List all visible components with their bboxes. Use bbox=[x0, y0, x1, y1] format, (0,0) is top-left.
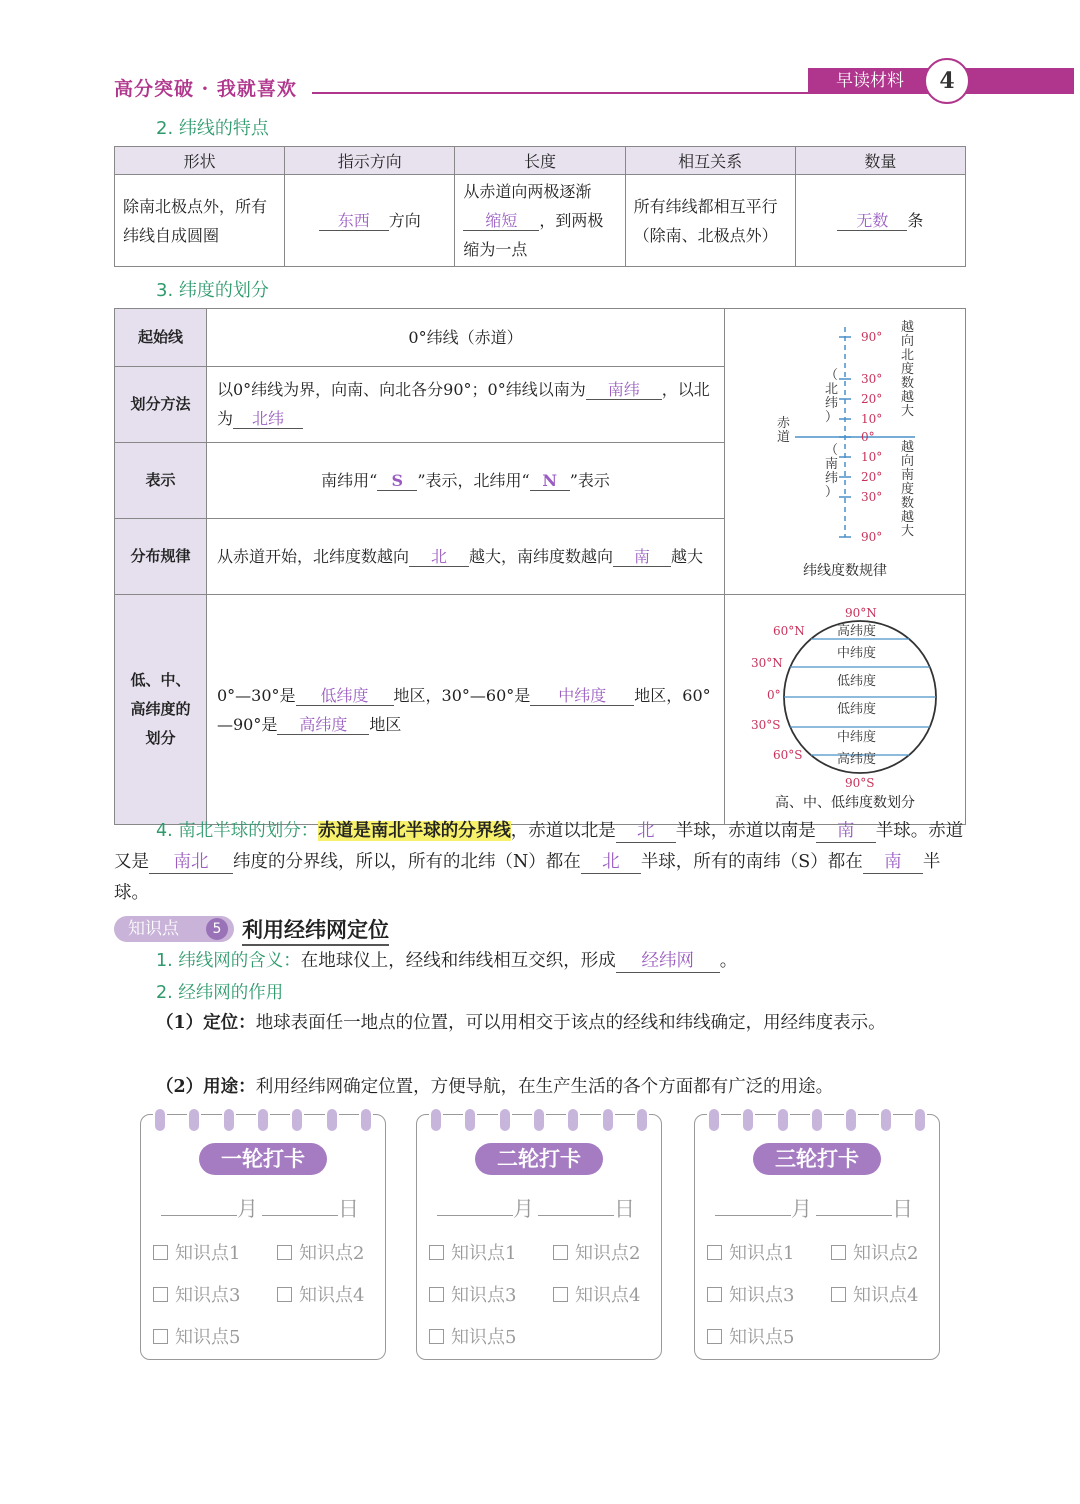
checkbox-icon[interactable] bbox=[153, 1329, 168, 1344]
answer-blank: 南 bbox=[863, 852, 923, 874]
latitude-label: 30°S bbox=[751, 718, 781, 732]
para-text: 地球表面任一地点的位置，可以用相交于该点的经线和纬线确定，用经纬度表示。 bbox=[255, 1013, 886, 1033]
ring-icon bbox=[429, 1107, 443, 1133]
cell-text: 从赤道向两极逐渐 bbox=[463, 182, 592, 201]
checkbox-icon[interactable] bbox=[277, 1287, 292, 1302]
ring-icon bbox=[325, 1107, 339, 1133]
checklist-label: 知识点1 bbox=[729, 1243, 795, 1264]
latitude-label: 0° bbox=[767, 688, 781, 702]
cell-text: 地区，30°—60°是 bbox=[393, 685, 531, 705]
answer-blank: 东西 bbox=[319, 211, 389, 231]
tick-label: 90° bbox=[861, 530, 883, 544]
cell-shape: 除南北极点外，所有纬线自成圆圈 bbox=[115, 175, 285, 267]
answer-blank: 北 bbox=[581, 852, 641, 874]
checklist-item[interactable] bbox=[277, 1239, 364, 1265]
para-text: 半球。赤道又是 bbox=[114, 821, 964, 872]
answer-blank: 低纬度 bbox=[296, 686, 394, 706]
answer-blank: 南纬 bbox=[586, 380, 662, 400]
cell-text: ”表示，北纬用“ bbox=[417, 470, 530, 490]
knowledge-pill: 知识点 bbox=[114, 916, 234, 942]
tick-label: 10° bbox=[861, 450, 883, 464]
zone-band-label: 低纬度 bbox=[837, 674, 877, 689]
checklist-label: 知识点4 bbox=[853, 1285, 919, 1306]
ring-icon bbox=[913, 1107, 927, 1133]
zone-band-label: 高纬度 bbox=[837, 752, 877, 767]
row-label: 起始线 bbox=[115, 309, 207, 367]
zone-band-label: 低纬度 bbox=[837, 702, 877, 717]
checkbox-icon[interactable] bbox=[707, 1287, 722, 1302]
checklist-item[interactable] bbox=[429, 1281, 516, 1307]
checklist-label: 知识点2 bbox=[575, 1243, 641, 1264]
zone-band-label: 中纬度 bbox=[837, 730, 877, 745]
para-heading: （1）定位： bbox=[156, 1013, 256, 1033]
zones-cell bbox=[207, 595, 725, 825]
para-text: 在地球仪上，经线和纬线相互交织，形成 bbox=[300, 951, 616, 971]
day-label: 日 bbox=[338, 1197, 359, 1221]
month-label: 月 bbox=[237, 1197, 258, 1221]
checkin-card bbox=[694, 1114, 940, 1360]
row-label: 划分方法 bbox=[115, 366, 207, 442]
checklist-item[interactable] bbox=[153, 1281, 240, 1307]
notation-cell bbox=[207, 442, 725, 518]
cell-text: 越大 bbox=[671, 546, 704, 566]
answer-blank: 南北 bbox=[149, 852, 233, 874]
ring-icon bbox=[153, 1107, 167, 1133]
start-line-cell: 0°纬线（赤道） bbox=[207, 309, 725, 367]
answer-blank: 无数 bbox=[837, 211, 907, 231]
cell-count bbox=[795, 175, 965, 267]
answer-blank: S bbox=[377, 471, 417, 491]
day-label: 日 bbox=[614, 1197, 635, 1221]
card-title: 三轮打卡 bbox=[753, 1143, 881, 1175]
checklist-item[interactable] bbox=[277, 1281, 364, 1307]
ring-icon bbox=[187, 1107, 201, 1133]
series-title: 高分突破 · 我就喜欢 bbox=[114, 78, 297, 100]
north-note: 越向北度数越大 bbox=[901, 320, 915, 419]
knowledge-number: 5 bbox=[206, 918, 228, 940]
checklist-item[interactable] bbox=[553, 1281, 640, 1307]
card-title: 二轮打卡 bbox=[475, 1143, 603, 1175]
ring-icon bbox=[776, 1107, 790, 1133]
cell-text: ”表示 bbox=[569, 470, 610, 490]
tick-label: 0° bbox=[861, 430, 875, 444]
checklist-item[interactable] bbox=[831, 1281, 918, 1307]
cell-length bbox=[455, 175, 625, 267]
checkbox-icon[interactable] bbox=[831, 1245, 846, 1260]
checklist-label: 知识点4 bbox=[299, 1285, 365, 1306]
rule-cell bbox=[207, 518, 725, 594]
cell-text: 地区 bbox=[369, 714, 402, 734]
cell-text: ，以北为 bbox=[217, 380, 710, 429]
checklist-item[interactable] bbox=[707, 1323, 794, 1349]
north-label: （北纬） bbox=[825, 368, 839, 425]
cell-text: 0°—30°是 bbox=[217, 685, 296, 705]
latitude-zones-diagram bbox=[725, 595, 965, 815]
checkin-card bbox=[416, 1114, 662, 1360]
tick-label: 90° bbox=[861, 330, 883, 344]
para-text: 半球。 bbox=[114, 852, 941, 903]
knowledge-title: 利用经纬网定位 bbox=[242, 914, 389, 946]
checkbox-icon[interactable] bbox=[153, 1245, 168, 1260]
checklist-label: 知识点1 bbox=[175, 1243, 241, 1264]
checkbox-icon[interactable] bbox=[429, 1329, 444, 1344]
answer-blank: 缩短 bbox=[463, 211, 539, 231]
usage-paragraph bbox=[114, 1072, 966, 1103]
cell-text: 条 bbox=[907, 211, 924, 230]
south-label: （南纬） bbox=[825, 443, 839, 500]
checklist-label: 知识点3 bbox=[729, 1285, 795, 1306]
table-header: 相互关系 bbox=[625, 147, 795, 175]
highlight-text: 赤道是南北半球的分界线 bbox=[318, 821, 511, 841]
latitude-division-table bbox=[114, 308, 966, 825]
answer-blank: 北 bbox=[616, 821, 676, 843]
row-label: 表示 bbox=[115, 442, 207, 518]
figure-caption: 纬线度数规律 bbox=[803, 563, 887, 579]
south-note: 越向南度数越大 bbox=[901, 440, 915, 539]
date-field[interactable] bbox=[161, 1193, 359, 1223]
answer-blank: N bbox=[530, 471, 570, 491]
checklist-item[interactable] bbox=[553, 1239, 640, 1265]
cell-text: ，到两极缩为一点 bbox=[463, 211, 604, 259]
checkbox-icon[interactable] bbox=[553, 1287, 568, 1302]
checkin-card bbox=[140, 1114, 386, 1360]
grid-role-heading: 2. 经纬网的作用 bbox=[156, 983, 284, 1003]
answer-blank: 北 bbox=[409, 547, 469, 567]
ring-icon bbox=[707, 1107, 721, 1133]
checkbox-icon[interactable] bbox=[429, 1245, 444, 1260]
checkbox-icon[interactable] bbox=[831, 1287, 846, 1302]
tick-label: 30° bbox=[861, 372, 883, 386]
ring-icon bbox=[566, 1107, 580, 1133]
para-text: ，赤道以北是 bbox=[510, 821, 616, 841]
para-text: 纬度的分界线，所以，所有的北纬（N）都在 bbox=[233, 852, 581, 872]
header-tag: 早读材料 bbox=[808, 68, 1074, 94]
latitude-zones-figure bbox=[725, 595, 966, 825]
checkbox-icon[interactable] bbox=[277, 1245, 292, 1260]
checklist-item[interactable] bbox=[707, 1281, 794, 1307]
answer-blank: 高纬度 bbox=[277, 715, 369, 735]
latitude-label: 60°S bbox=[773, 748, 803, 762]
ring-icon bbox=[879, 1107, 893, 1133]
ring-icon bbox=[601, 1107, 615, 1133]
ring-icon bbox=[498, 1107, 512, 1133]
section-4-title: 4. 南北半球的划分： bbox=[156, 821, 319, 841]
cell-text: 从赤道开始，北纬度数越向 bbox=[217, 546, 410, 566]
latitude-degree-figure bbox=[725, 309, 966, 595]
checklist-label: 知识点1 bbox=[451, 1243, 517, 1264]
zone-band-label: 中纬度 bbox=[837, 646, 877, 661]
para-text: 半球，赤道以南是 bbox=[675, 821, 816, 841]
cell-text: 南纬用“ bbox=[321, 470, 378, 490]
ring-icon bbox=[222, 1107, 236, 1133]
checkbox-icon[interactable] bbox=[429, 1287, 444, 1302]
equator-label: 赤道 bbox=[777, 416, 791, 445]
checklist-label: 知识点5 bbox=[175, 1327, 241, 1348]
tick-label: 20° bbox=[861, 470, 883, 484]
ring-icon bbox=[741, 1107, 755, 1133]
pole-label: 90°S bbox=[845, 776, 875, 790]
para-text: 利用经纬网确定位置，方便导航，在生产生活的各个方面都有广泛的用途。 bbox=[255, 1077, 834, 1097]
ring-icon bbox=[290, 1107, 304, 1133]
checkbox-icon[interactable] bbox=[707, 1329, 722, 1344]
table-header: 长度 bbox=[455, 147, 625, 175]
date-field[interactable] bbox=[715, 1193, 913, 1223]
page-number: 4 bbox=[924, 58, 970, 104]
ring-icon bbox=[635, 1107, 649, 1133]
table-header: 形状 bbox=[115, 147, 285, 175]
answer-blank: 南 bbox=[613, 547, 671, 567]
checklist-item[interactable] bbox=[831, 1239, 918, 1265]
checklist-label: 知识点5 bbox=[451, 1327, 517, 1348]
answer-blank: 北纬 bbox=[233, 409, 303, 429]
day-label: 日 bbox=[892, 1197, 913, 1221]
checkbox-icon[interactable] bbox=[153, 1287, 168, 1302]
checklist-item[interactable] bbox=[707, 1239, 794, 1265]
ring-icon bbox=[810, 1107, 824, 1133]
checklist-item[interactable] bbox=[153, 1323, 240, 1349]
month-label: 月 bbox=[791, 1197, 812, 1221]
answer-blank: 中纬度 bbox=[530, 686, 634, 706]
cell-text: 以0°纬线为界，向南、向北各分90°；0°纬线以南为 bbox=[217, 380, 586, 400]
latitude-label: 60°N bbox=[773, 624, 805, 638]
ring-icon bbox=[532, 1107, 546, 1133]
checklist-label: 知识点3 bbox=[175, 1285, 241, 1306]
checklist-label: 知识点3 bbox=[451, 1285, 517, 1306]
checklist-item[interactable] bbox=[429, 1239, 516, 1265]
answer-blank: 经纬网 bbox=[616, 951, 720, 973]
cell-direction bbox=[285, 175, 455, 267]
binder-rings bbox=[153, 1107, 373, 1133]
table-header: 指示方向 bbox=[285, 147, 455, 175]
tick-label: 20° bbox=[861, 392, 883, 406]
table-header: 数量 bbox=[795, 147, 965, 175]
pole-label: 90°N bbox=[845, 606, 877, 620]
month-label: 月 bbox=[513, 1197, 534, 1221]
ring-icon bbox=[359, 1107, 373, 1133]
ring-icon bbox=[463, 1107, 477, 1133]
checklist-item[interactable] bbox=[429, 1323, 516, 1349]
cell-text: 地区，60°—90°是 bbox=[217, 685, 711, 734]
hemisphere-paragraph bbox=[114, 816, 966, 909]
checklist-item[interactable] bbox=[153, 1239, 240, 1265]
grid-meaning-paragraph bbox=[114, 946, 966, 977]
positioning-paragraph bbox=[114, 1008, 966, 1039]
row-label: 分布规律 bbox=[115, 518, 207, 594]
latitude-label: 30°N bbox=[751, 656, 783, 670]
latitude-features-table bbox=[114, 146, 966, 267]
tick-label: 10° bbox=[861, 412, 883, 426]
checklist-label: 知识点2 bbox=[853, 1243, 919, 1264]
ring-icon bbox=[844, 1107, 858, 1133]
binder-rings bbox=[707, 1107, 927, 1133]
para-heading: （2）用途： bbox=[156, 1077, 256, 1097]
card-title: 一轮打卡 bbox=[199, 1143, 327, 1175]
checklist-label: 知识点2 bbox=[299, 1243, 365, 1264]
answer-blank: 南 bbox=[816, 821, 876, 843]
para-text: 。 bbox=[719, 951, 738, 971]
section-3-title: 3. 纬度的划分 bbox=[156, 280, 269, 301]
section-2-title: 2. 纬线的特点 bbox=[156, 118, 269, 139]
checklist-label: 知识点4 bbox=[575, 1285, 641, 1306]
checkbox-icon[interactable] bbox=[553, 1245, 568, 1260]
checklist-label: 知识点5 bbox=[729, 1327, 795, 1348]
cell-text: 方向 bbox=[388, 211, 421, 230]
cell-text: 越大，南纬度数越向 bbox=[469, 546, 614, 566]
date-field[interactable] bbox=[437, 1193, 635, 1223]
method-cell bbox=[207, 366, 725, 442]
checkbox-icon[interactable] bbox=[707, 1245, 722, 1260]
binder-rings bbox=[429, 1107, 649, 1133]
cell-relation: 所有纬线都相互平行（除南、北极点外） bbox=[625, 175, 795, 267]
latitude-scale-diagram bbox=[725, 309, 965, 585]
zone-band-label: 高纬度 bbox=[837, 624, 877, 639]
ring-icon bbox=[256, 1107, 270, 1133]
row-label: 低、中、高纬度的划分 bbox=[115, 595, 207, 825]
tick-label: 30° bbox=[861, 490, 883, 504]
para-heading: 1. 纬线网的含义： bbox=[156, 951, 301, 971]
para-text: 半球，所有的南纬（S）都在 bbox=[640, 852, 863, 872]
figure-caption: 高、中、低纬度数划分 bbox=[775, 795, 915, 811]
